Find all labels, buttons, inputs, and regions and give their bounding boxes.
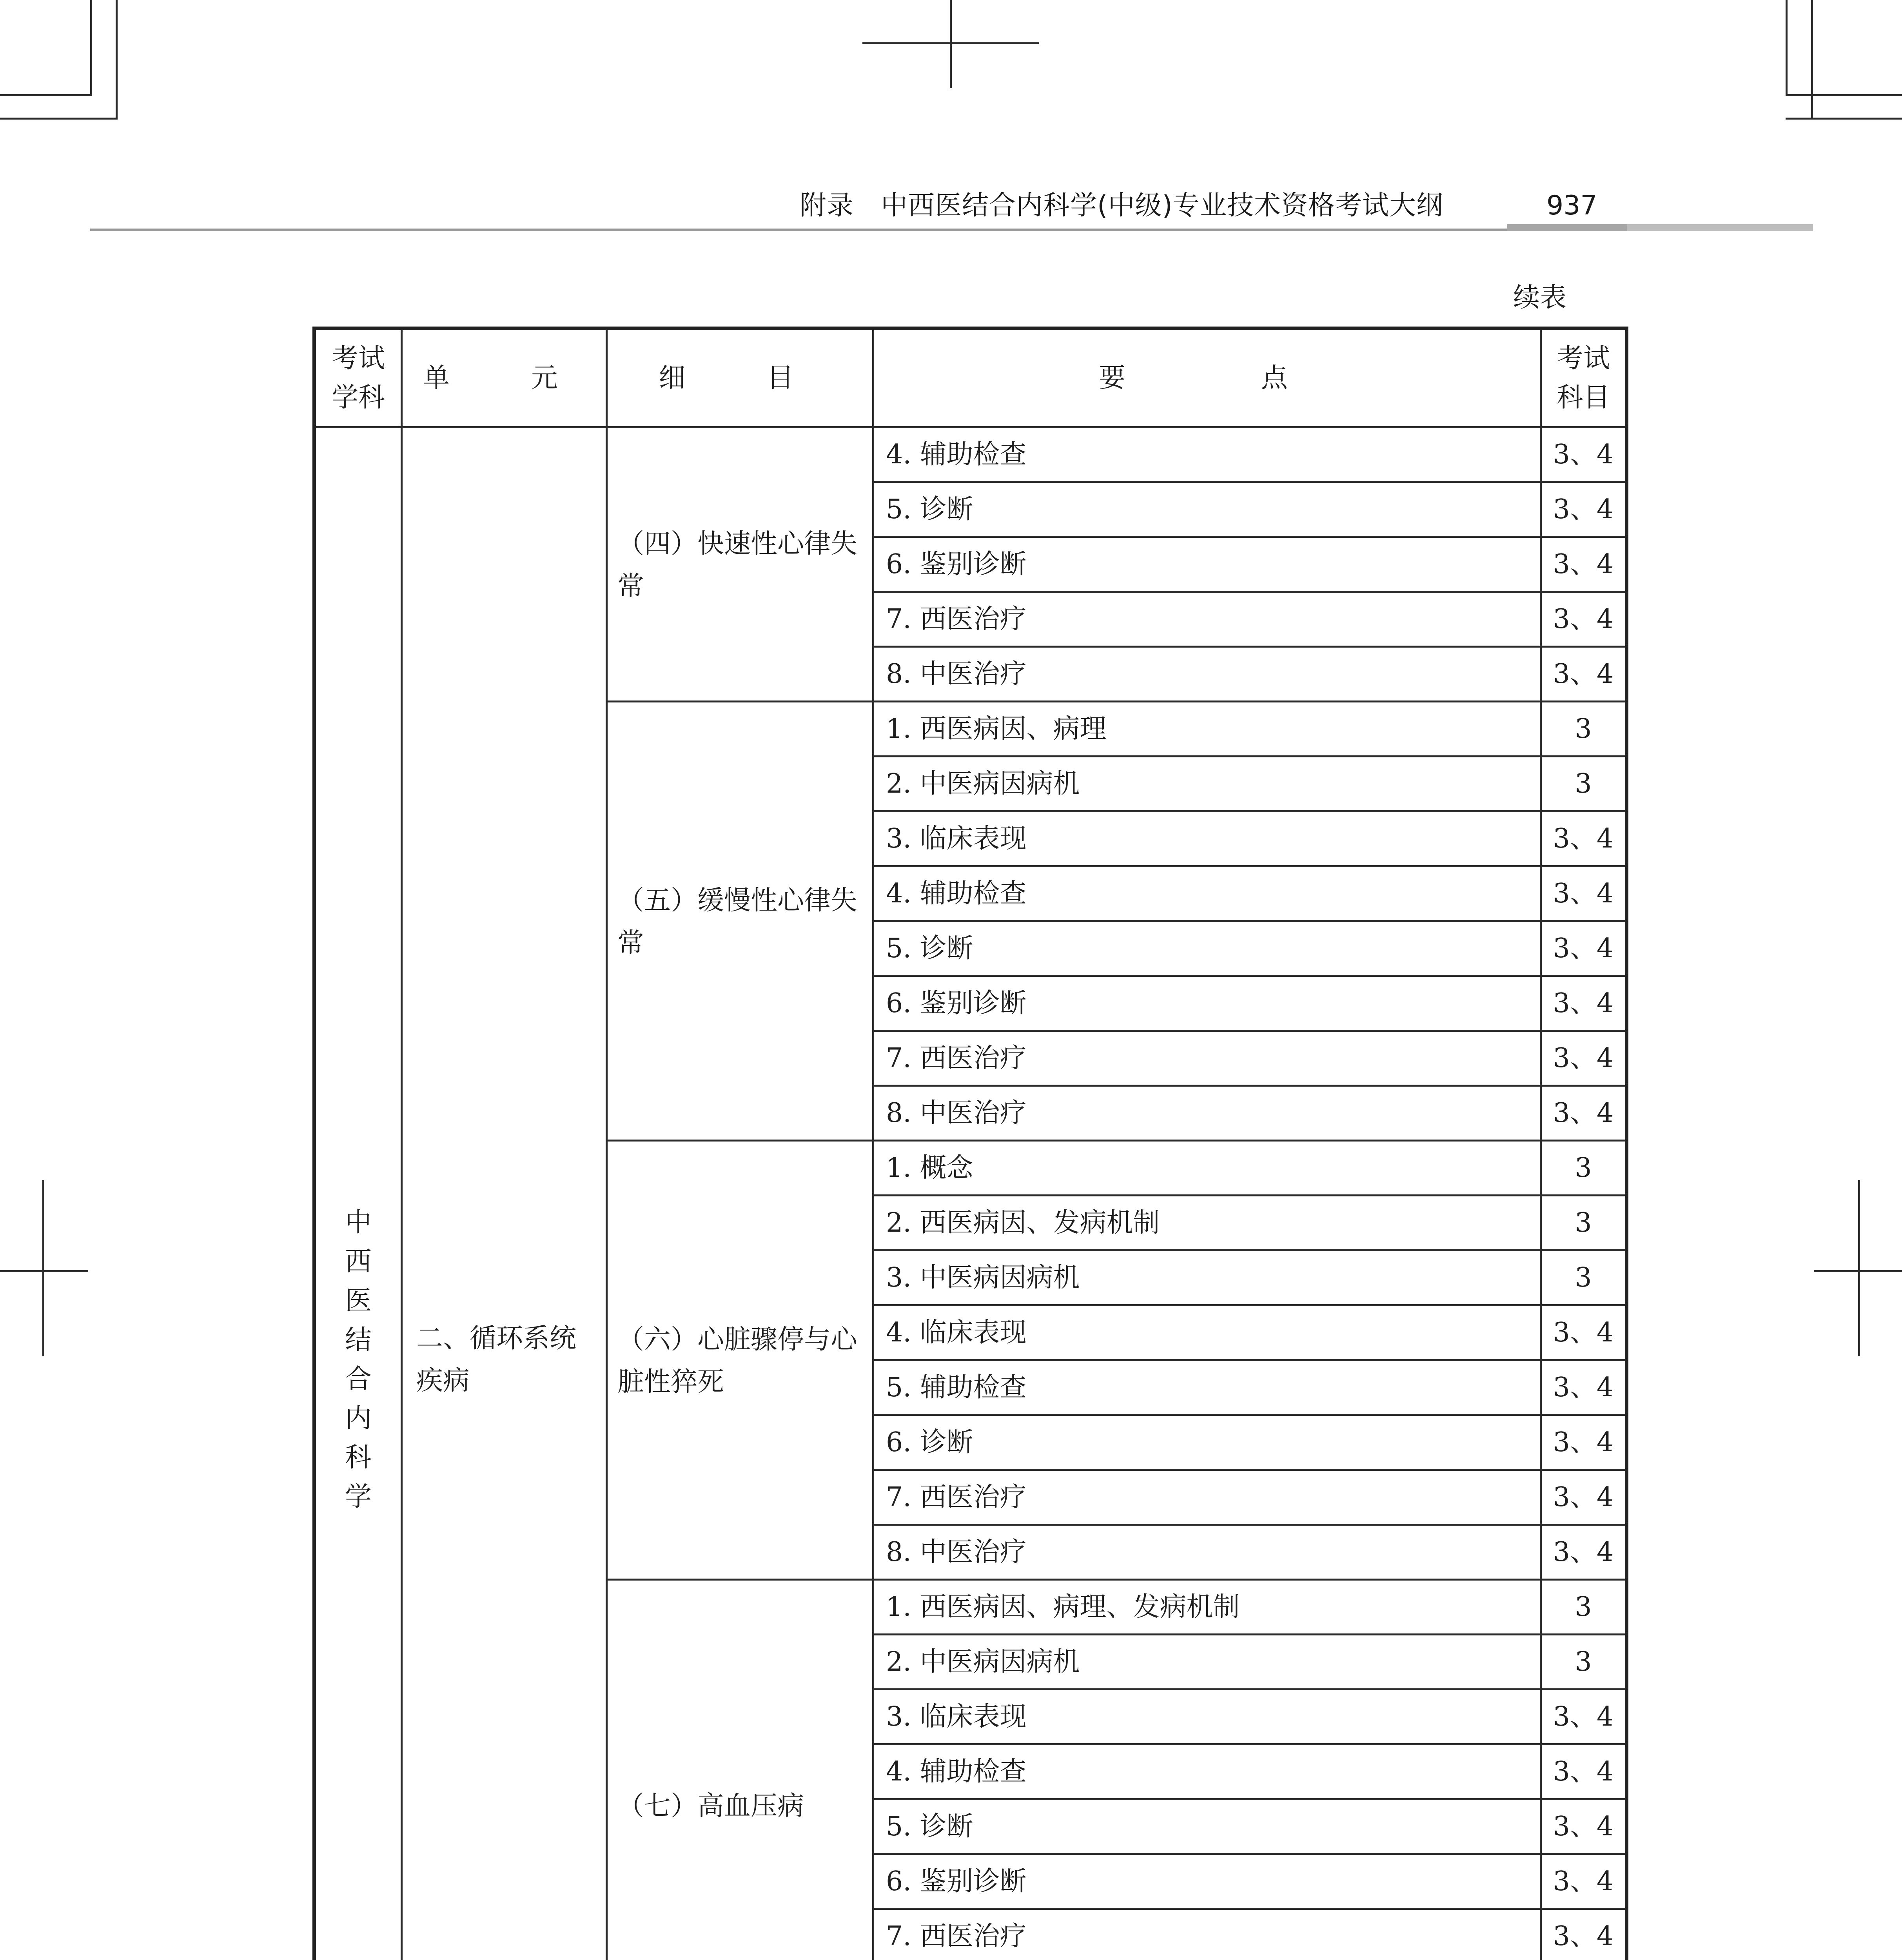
point-cell: 6. 诊断 bbox=[873, 1415, 1541, 1470]
point-cell: 6. 鉴别诊断 bbox=[873, 976, 1541, 1031]
detail-cell: （五）缓慢性心律失常 bbox=[607, 702, 873, 1141]
point-cell: 8. 中医治疗 bbox=[873, 1525, 1541, 1580]
exam-code-cell: 3、4 bbox=[1541, 1086, 1627, 1141]
header-rule bbox=[90, 229, 1507, 231]
header-title: 附录 中西医结合内科学(中级)专业技术资格考试大纲 bbox=[800, 190, 1444, 221]
point-cell: 8. 中医治疗 bbox=[873, 647, 1541, 702]
exam-code-cell: 3 bbox=[1541, 702, 1627, 757]
exam-code-cell: 3、4 bbox=[1541, 921, 1627, 976]
point-cell: 1. 概念 bbox=[873, 1141, 1541, 1196]
exam-code-cell: 3、4 bbox=[1541, 976, 1627, 1031]
detail-cell: （四）快速性心律失常 bbox=[607, 427, 873, 702]
crop-mark bbox=[90, 0, 92, 96]
point-cell: 5. 诊断 bbox=[873, 921, 1541, 976]
point-cell: 5. 辅助检查 bbox=[873, 1360, 1541, 1415]
exam-subject: 中西医结合内科学 bbox=[345, 1207, 372, 1512]
detail-cell: （七）高血压病 bbox=[607, 1580, 873, 1960]
crop-mark bbox=[1858, 1180, 1860, 1356]
crop-mark bbox=[1786, 118, 1902, 120]
point-cell: 2. 中医病因病机 bbox=[873, 1635, 1541, 1690]
exam-code-cell: 3、4 bbox=[1541, 1031, 1627, 1086]
exam-code-cell: 3 bbox=[1541, 1580, 1627, 1635]
column-header-point: 要 点 bbox=[873, 328, 1541, 427]
point-cell: 8. 中医治疗 bbox=[873, 1086, 1541, 1141]
point-cell: 4. 辅助检查 bbox=[873, 866, 1541, 921]
point-cell: 4. 辅助检查 bbox=[873, 1744, 1541, 1799]
exam-code-cell: 3、4 bbox=[1541, 1305, 1627, 1360]
point-cell: 2. 中医病因病机 bbox=[873, 757, 1541, 811]
syllabus-table bbox=[312, 327, 1628, 1960]
exam-code-cell: 3、4 bbox=[1541, 1415, 1627, 1470]
crop-mark bbox=[1811, 0, 1813, 120]
exam-code-cell: 3、4 bbox=[1541, 1909, 1627, 1960]
exam-code-cell: 3、4 bbox=[1541, 1690, 1627, 1744]
table-row bbox=[314, 427, 1627, 482]
crop-mark bbox=[42, 1180, 44, 1356]
exam-code-cell: 3 bbox=[1541, 1635, 1627, 1690]
point-cell: 1. 西医病因、病理、发病机制 bbox=[873, 1580, 1541, 1635]
column-header-detail: 细 目 bbox=[607, 328, 873, 427]
exam-code-cell: 3 bbox=[1541, 1250, 1627, 1305]
point-cell: 7. 西医治疗 bbox=[873, 1470, 1541, 1525]
continuation-label: 续表 bbox=[1513, 282, 1567, 313]
point-cell: 7. 西医治疗 bbox=[873, 592, 1541, 647]
point-cell: 5. 诊断 bbox=[873, 1799, 1541, 1854]
table-header-row bbox=[314, 328, 1627, 427]
exam-code-cell: 3、4 bbox=[1541, 647, 1627, 702]
exam-code-cell: 3、4 bbox=[1541, 427, 1627, 482]
crop-mark bbox=[1786, 0, 1788, 96]
point-cell: 3. 临床表现 bbox=[873, 1690, 1541, 1744]
point-cell: 4. 辅助检查 bbox=[873, 427, 1541, 482]
exam-code-cell: 3 bbox=[1541, 1196, 1627, 1250]
crop-mark bbox=[950, 0, 952, 88]
point-cell: 7. 西医治疗 bbox=[873, 1909, 1541, 1960]
column-header-subject: 考试学科 bbox=[314, 328, 402, 427]
crop-mark bbox=[0, 94, 92, 96]
point-cell: 2. 西医病因、发病机制 bbox=[873, 1196, 1541, 1250]
exam-code-cell: 3、4 bbox=[1541, 866, 1627, 921]
point-cell: 5. 诊断 bbox=[873, 482, 1541, 537]
exam-code-cell: 3 bbox=[1541, 757, 1627, 811]
unit-cell: 二、循环系统疾病 bbox=[402, 427, 607, 1960]
point-cell: 3. 中医病因病机 bbox=[873, 1250, 1541, 1305]
detail-cell: （六）心脏骤停与心脏性猝死 bbox=[607, 1141, 873, 1580]
exam-code-cell: 3、4 bbox=[1541, 537, 1627, 592]
point-cell: 7. 西医治疗 bbox=[873, 1031, 1541, 1086]
exam-code-cell: 3 bbox=[1541, 1141, 1627, 1196]
exam-code-cell: 3、4 bbox=[1541, 1744, 1627, 1799]
exam-subject-cell bbox=[314, 427, 402, 1960]
exam-code-cell: 3、4 bbox=[1541, 811, 1627, 866]
crop-mark bbox=[1786, 94, 1902, 96]
point-cell: 3. 临床表现 bbox=[873, 811, 1541, 866]
page-number: 937 bbox=[1546, 190, 1597, 221]
exam-code-cell: 3、4 bbox=[1541, 1360, 1627, 1415]
exam-code-cell: 3、4 bbox=[1541, 592, 1627, 647]
exam-code-cell: 3、4 bbox=[1541, 1854, 1627, 1909]
exam-code-cell: 3、4 bbox=[1541, 1799, 1627, 1854]
running-header bbox=[800, 186, 1599, 225]
point-cell: 6. 鉴别诊断 bbox=[873, 537, 1541, 592]
point-cell: 6. 鉴别诊断 bbox=[873, 1854, 1541, 1909]
exam-code-cell: 3、4 bbox=[1541, 1470, 1627, 1525]
crop-mark bbox=[116, 0, 118, 120]
column-header-exam: 考试科目 bbox=[1541, 328, 1627, 427]
point-cell: 4. 临床表现 bbox=[873, 1305, 1541, 1360]
column-header-unit: 单 元 bbox=[402, 328, 607, 427]
point-cell: 1. 西医病因、病理 bbox=[873, 702, 1541, 757]
exam-code-cell: 3、4 bbox=[1541, 482, 1627, 537]
header-rule-accent bbox=[1627, 224, 1813, 231]
crop-mark bbox=[0, 118, 118, 120]
exam-code-cell: 3、4 bbox=[1541, 1525, 1627, 1580]
